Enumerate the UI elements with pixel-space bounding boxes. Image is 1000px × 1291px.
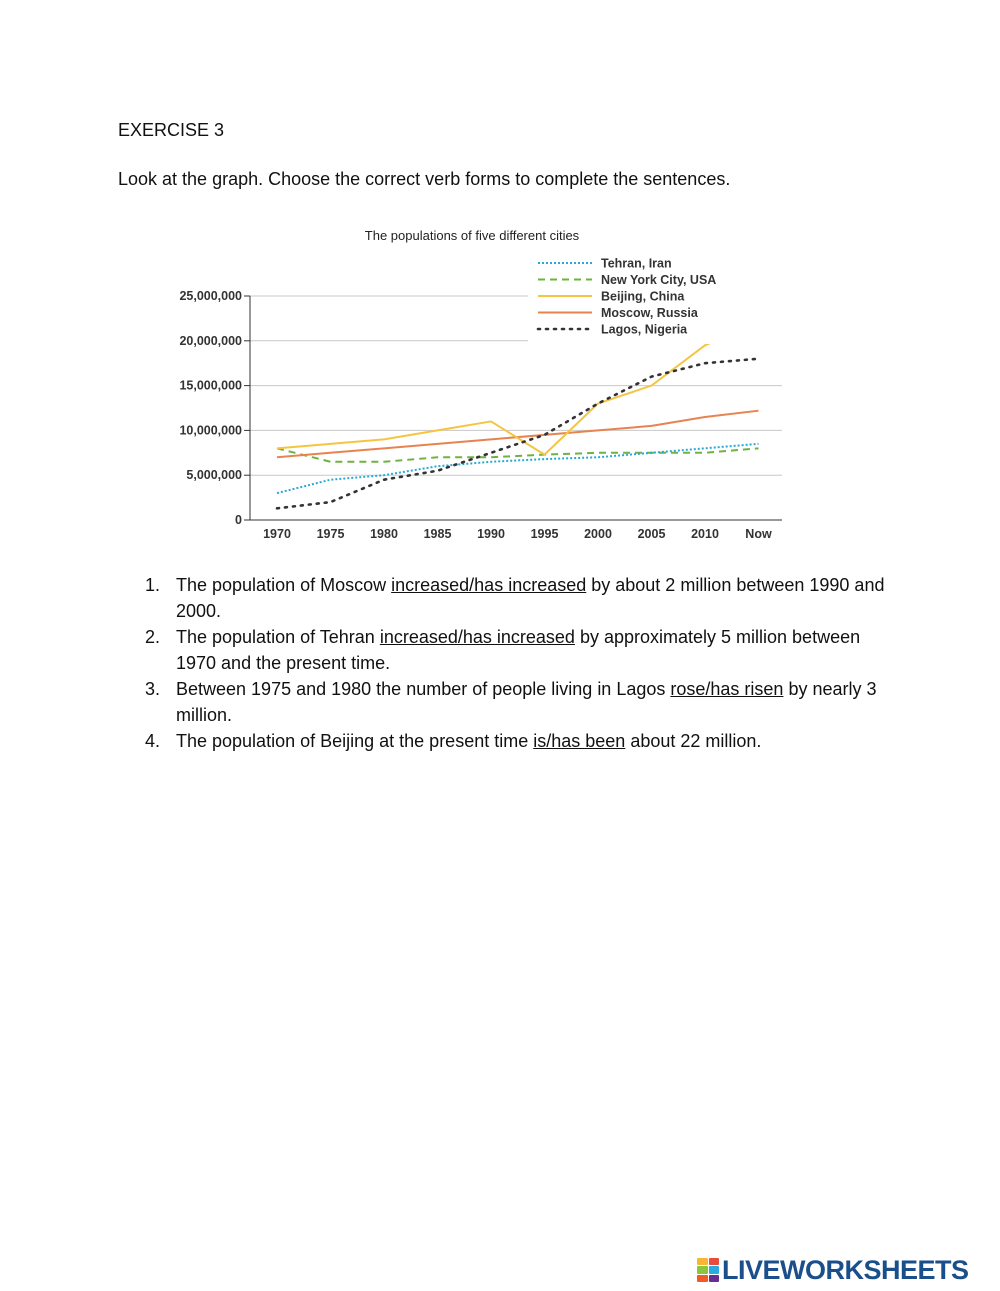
series-line-lagos xyxy=(277,359,759,509)
exercise-number: 1. xyxy=(145,575,161,595)
logo-block xyxy=(697,1266,708,1273)
legend-label: New York City, USA xyxy=(601,273,717,287)
logo-block xyxy=(697,1275,708,1282)
exercise-list xyxy=(145,572,885,754)
exercise-number: 3. xyxy=(145,679,161,699)
x-tick-label: 2010 xyxy=(691,527,719,541)
logo-block xyxy=(709,1258,720,1265)
legend-label: Tehran, Iran xyxy=(601,256,672,271)
x-tick-label: 1985 xyxy=(423,527,452,541)
exercise-text-after: by approximately 5 million between 1970 and the present time. xyxy=(176,627,861,673)
logo-blocks-icon xyxy=(697,1258,719,1282)
legend-label: Beijing, China xyxy=(601,289,685,304)
population-chart xyxy=(150,220,800,550)
exercise-text-before: The population of Moscow xyxy=(176,575,392,595)
y-tick-label: 5,000,000 xyxy=(186,468,242,483)
exercise-text-before: The population of Tehran xyxy=(176,627,380,647)
brand-text: LIVEWORKSHEETS xyxy=(722,1254,969,1285)
exercise-number: 4. xyxy=(145,731,161,751)
logo-block xyxy=(709,1275,720,1282)
instructions: Look at the graph. Choose the correct verb forms to complete the sentences. xyxy=(118,169,731,189)
legend-label: Moscow, Russia xyxy=(601,306,698,320)
exercise-text-before: Between 1975 and 1980 the number of people living in Lagos xyxy=(176,679,671,699)
answer-choice[interactable]: increased/has increased xyxy=(391,575,587,595)
x-tick-label: Now xyxy=(745,527,772,541)
logo-block xyxy=(709,1266,720,1273)
exercise-text-after: by about 2 million between 1990 and 2000. xyxy=(176,575,885,621)
exercise-item xyxy=(145,676,885,728)
exercise-heading: EXERCISE 3 xyxy=(118,120,225,140)
y-tick-label: 25,000,000 xyxy=(179,289,242,303)
y-tick-label: 15,000,000 xyxy=(179,378,242,393)
answer-choice[interactable]: increased/has increased xyxy=(379,627,575,647)
exercise-text-before: The population of Beijing at the present time xyxy=(176,731,534,751)
y-tick-label: 20,000,000 xyxy=(179,333,242,348)
logo-block xyxy=(697,1258,708,1265)
x-tick-label: 1990 xyxy=(477,527,505,541)
exercise-text-after: about 22 million. xyxy=(625,731,762,751)
x-tick-label: 2000 xyxy=(584,527,612,541)
x-tick-label: 1995 xyxy=(530,527,559,541)
y-tick-label: 10,000,000 xyxy=(179,423,242,438)
x-tick-label: 1975 xyxy=(316,527,345,541)
legend-label: Lagos, Nigeria xyxy=(601,322,688,337)
exercise-item xyxy=(145,624,885,676)
exercise-item xyxy=(145,728,885,754)
answer-choice[interactable]: rose/has risen xyxy=(670,679,784,699)
y-tick-label: 0 xyxy=(235,513,242,527)
chart-title: The populations of five different cities xyxy=(364,228,580,243)
exercise-text-after: by nearly 3 million. xyxy=(176,679,877,725)
x-tick-label: 2005 xyxy=(637,527,666,541)
x-tick-label: 1970 xyxy=(263,527,291,541)
population-line-chart xyxy=(150,220,800,550)
answer-choice[interactable]: is/has been xyxy=(533,731,626,751)
x-tick-label: 1980 xyxy=(370,527,398,541)
exercise-item xyxy=(145,572,885,624)
liveworksheets-logo[interactable] xyxy=(697,1255,969,1285)
exercise-number: 2. xyxy=(145,627,161,647)
